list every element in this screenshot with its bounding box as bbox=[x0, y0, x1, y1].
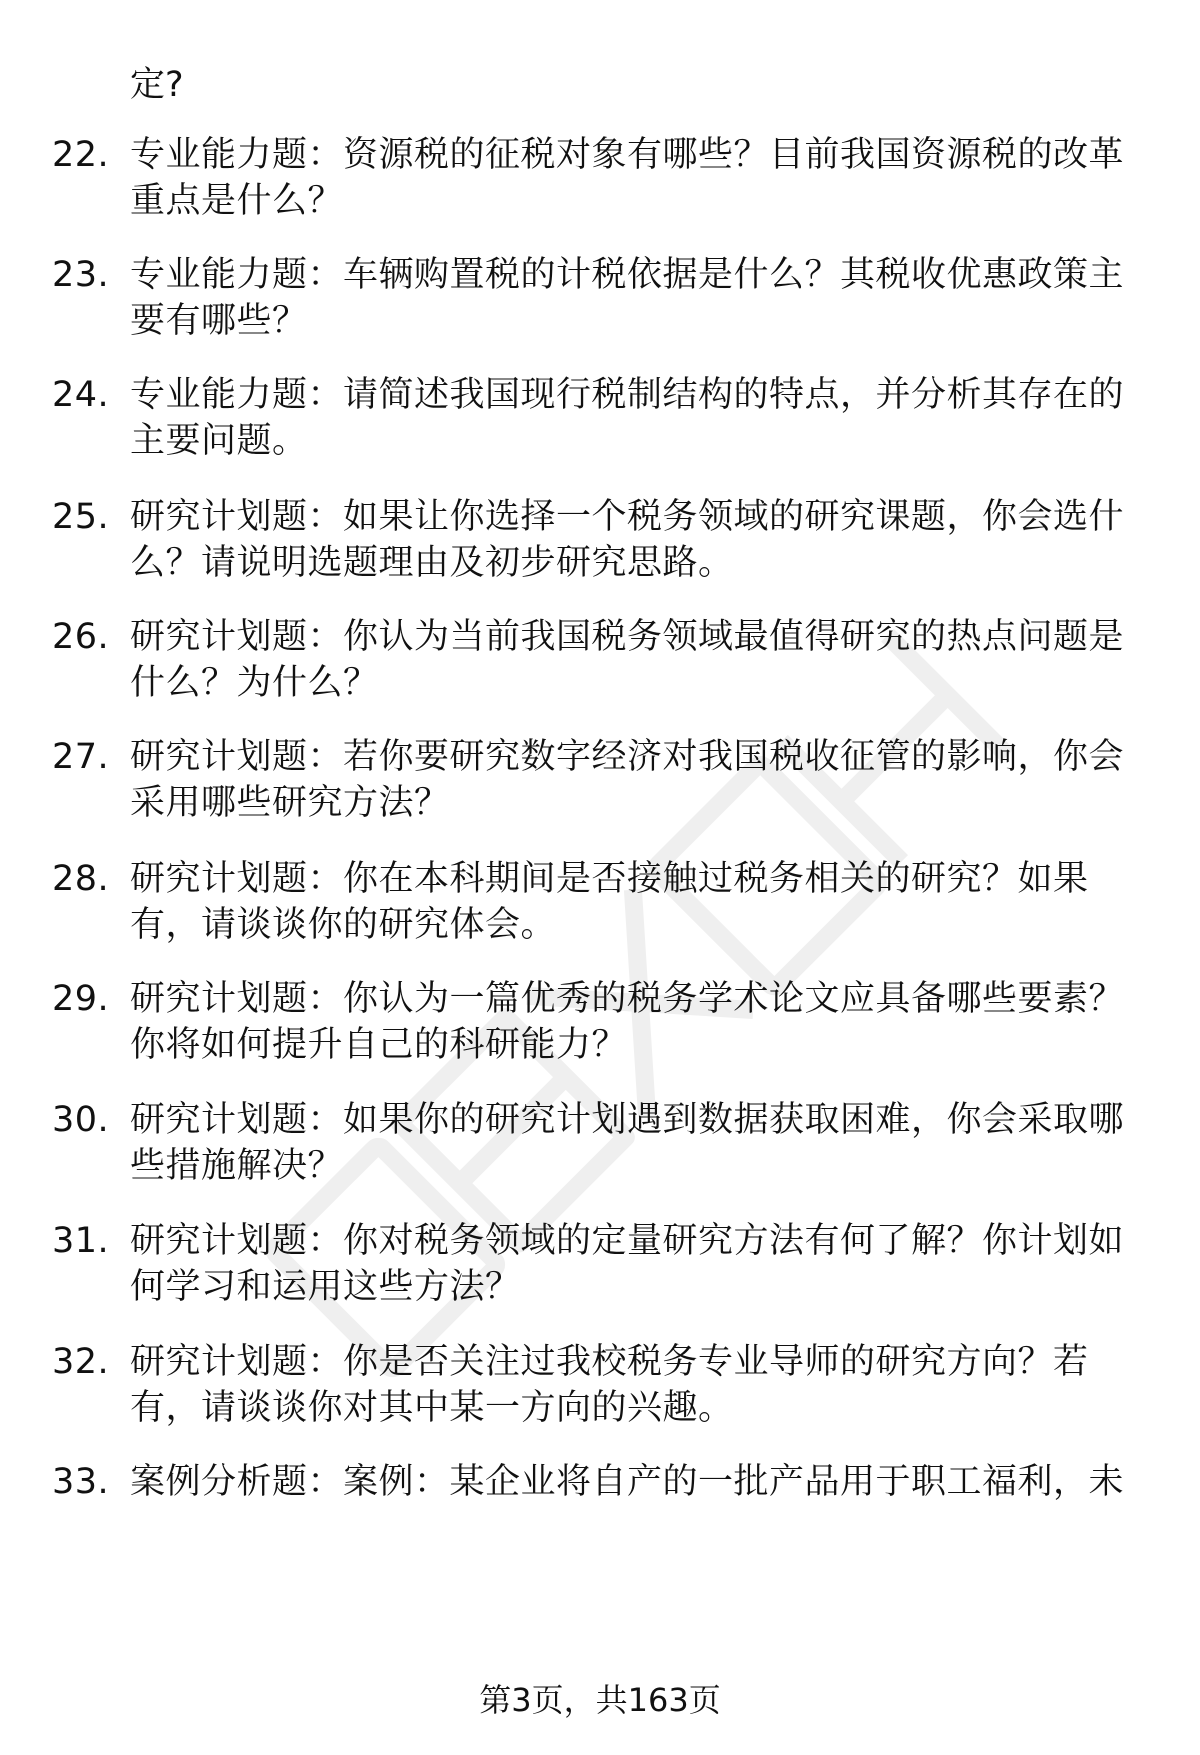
question-line: 研究计划题：你在本科期间是否接触过税务相关的研究？如果 bbox=[130, 859, 1089, 899]
question-text bbox=[130, 976, 1140, 1068]
question-number: 24. bbox=[52, 375, 110, 415]
question-number: 23. bbox=[52, 255, 110, 295]
question-text bbox=[130, 252, 1140, 344]
question-number: 27. bbox=[52, 737, 110, 777]
question-number: 22. bbox=[52, 135, 110, 175]
question-line: 么？请说明选题理由及初步研究思路。 bbox=[130, 543, 734, 583]
question-text bbox=[130, 734, 1140, 826]
question-line: 案例分析题：案例：某企业将自产的一批产品用于职工福利，未 bbox=[130, 1462, 1125, 1502]
question-line: 你将如何提升自己的科研能力？ bbox=[130, 1025, 628, 1065]
question-text bbox=[130, 1218, 1140, 1310]
question-line: 研究计划题：若你要研究数字经济对我国税收征管的影响，你会 bbox=[130, 737, 1125, 777]
question-line: 要有哪些？ bbox=[130, 301, 308, 341]
question-number: 31. bbox=[52, 1221, 110, 1261]
question-text bbox=[130, 1459, 1140, 1505]
question-text bbox=[130, 1339, 1140, 1431]
question-text bbox=[130, 856, 1140, 948]
question-line: 有，请谈谈你对其中某一方向的兴趣。 bbox=[130, 1388, 734, 1428]
question-line: 采用哪些研究方法？ bbox=[130, 783, 450, 823]
question-text bbox=[130, 1097, 1140, 1189]
question-number: 32. bbox=[52, 1342, 110, 1382]
question-text bbox=[130, 372, 1140, 464]
question-line: 重点是什么？ bbox=[130, 181, 344, 221]
question-line: 专业能力题：请简述我国现行税制结构的特点，并分析其存在的 bbox=[130, 375, 1125, 415]
question-number: 26. bbox=[52, 617, 110, 657]
question-line: 研究计划题：你认为当前我国税务领域最值得研究的热点问题是 bbox=[130, 617, 1125, 657]
question-line: 些措施解决？ bbox=[130, 1146, 344, 1186]
question-text bbox=[130, 614, 1140, 706]
question-number: 33. bbox=[52, 1462, 110, 1502]
question-line: 研究计划题：你是否关注过我校税务专业导师的研究方向？若 bbox=[130, 1342, 1089, 1382]
question-line: 有，请谈谈你的研究体会。 bbox=[130, 905, 557, 945]
question-line: 主要问题。 bbox=[130, 421, 308, 461]
question-line: 研究计划题：如果你的研究计划遇到数据获取困难，你会采取哪 bbox=[130, 1100, 1125, 1140]
question-number: 30. bbox=[52, 1100, 110, 1140]
question-line: 何学习和运用这些方法？ bbox=[130, 1267, 521, 1307]
question-text bbox=[130, 132, 1140, 224]
question-number: 29. bbox=[52, 979, 110, 1019]
question-line: 专业能力题：车辆购置税的计税依据是什么？其税收优惠政策主 bbox=[130, 255, 1125, 295]
page-number-footer: 第3页，共163页 bbox=[479, 1681, 721, 1719]
question-number: 25. bbox=[52, 497, 110, 537]
question-line: 研究计划题：如果让你选择一个税务领域的研究课题，你会选什 bbox=[130, 497, 1125, 537]
question-line: 什么？为什么？ bbox=[130, 663, 379, 703]
question-line: 研究计划题：你认为一篇优秀的税务学术论文应具备哪些要素？ bbox=[130, 979, 1125, 1019]
question-text bbox=[130, 494, 1140, 586]
question-line: 研究计划题：你对税务领域的定量研究方法有何了解？你计划如 bbox=[130, 1221, 1125, 1261]
continued-question-tail: 定? bbox=[130, 65, 184, 105]
question-number: 28. bbox=[52, 859, 110, 899]
question-line: 专业能力题：资源税的征税对象有哪些？目前我国资源税的改革 bbox=[130, 135, 1125, 175]
